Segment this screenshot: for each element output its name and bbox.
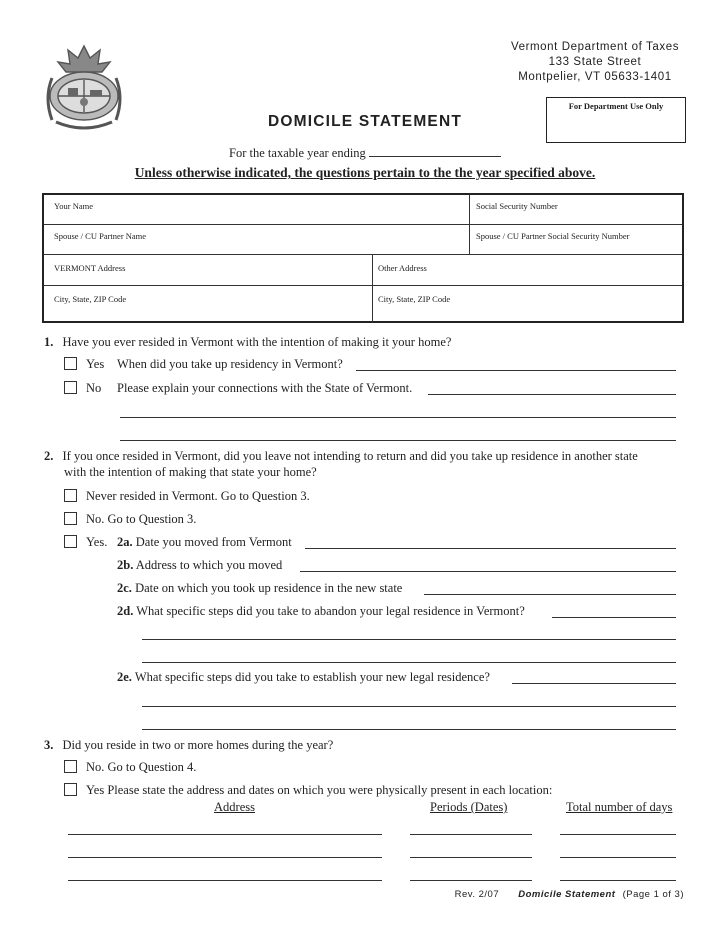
revision-date: Rev. 2/07 (454, 889, 500, 900)
q3-no-label: No. Go to Question 4. (86, 760, 197, 774)
other-city-state-zip-field[interactable]: City, State, ZIP Code (378, 294, 451, 304)
q2d-answer-line[interactable] (142, 650, 676, 663)
q2d-text: What specific steps did you take to abandon your legal residence in Vermont? (136, 604, 525, 618)
q2c-answer-line[interactable] (424, 582, 676, 595)
q3-yes-label: Yes Please state the address and dates on which you were physically present in each location: (86, 783, 553, 797)
q2b-item (117, 557, 282, 573)
q1-no-checkbox[interactable] (64, 381, 77, 394)
question-3 (44, 737, 333, 753)
department-use-label: For Department Use Only (568, 101, 664, 111)
q3-no-checkbox[interactable] (64, 760, 77, 773)
q2-no-label: No. Go to Question 3. (86, 512, 197, 526)
q1-no-label: No (86, 381, 102, 395)
q1-yes-text: When did you take up residency in Vermont? (117, 357, 343, 371)
ssn-field[interactable]: Social Security Number (476, 201, 558, 211)
question-text-line-1: If you once resided in Vermont, did you leave not intending to return and did you take up residence in another state (62, 449, 638, 463)
vermont-address-field[interactable]: VERMONT Address (54, 263, 126, 273)
home-days-line[interactable] (560, 845, 676, 858)
identity-grid (42, 193, 684, 323)
grid-rule (469, 195, 470, 254)
q1-no-answer-line[interactable] (428, 382, 676, 395)
other-address-field[interactable]: Other Address (378, 263, 427, 273)
q2e-answer-line[interactable] (512, 671, 676, 684)
footer-form-name: Domicile Statement (518, 889, 616, 900)
form-title: DOMICILE STATEMENT (267, 113, 463, 130)
q1-answer-line[interactable] (120, 405, 676, 418)
address-column-header: Address (214, 800, 255, 814)
question-1 (44, 334, 451, 350)
q2c-item (117, 580, 402, 596)
spouse-ssn-field[interactable]: Spouse / CU Partner Social Security Number (476, 231, 630, 241)
q2a-number: 2a. (117, 535, 133, 549)
q2a-item (117, 534, 292, 550)
page-footer (440, 889, 684, 900)
q2a-answer-line[interactable] (305, 536, 676, 549)
department-use-box (546, 97, 686, 143)
q2-yes-checkbox[interactable] (64, 535, 77, 548)
question-text: Have you ever resided in Vermont with the intention of making it your home? (62, 335, 452, 349)
grid-rule (44, 224, 682, 225)
q2-no-checkbox[interactable] (64, 512, 77, 525)
agency-city: Montpelier, VT 05633-1401 (518, 71, 672, 83)
q2b-answer-line[interactable] (300, 559, 676, 572)
question-text: Did you reside in two or more homes during the year? (62, 738, 334, 752)
tax-year-field[interactable] (369, 145, 501, 157)
q2e-number: 2e. (117, 670, 132, 684)
instruction-text: Unless otherwise indicated, the questions pertain to the the year specified above. (134, 165, 596, 180)
home-address-line[interactable] (68, 868, 382, 881)
q2d-number: 2d. (117, 604, 134, 618)
q1-yes-checkbox[interactable] (64, 357, 77, 370)
home-days-line[interactable] (560, 822, 676, 835)
city-state-zip-field[interactable]: City, State, ZIP Code (54, 294, 127, 304)
question-text-line-2: with the intention of making that state your home? (64, 465, 317, 479)
home-days-line[interactable] (560, 868, 676, 881)
q2a-text: Date you moved from Vermont (135, 535, 292, 549)
q2c-number: 2c. (117, 581, 132, 595)
your-name-field[interactable]: Your Name (54, 201, 94, 211)
q2e-item (117, 669, 490, 685)
q3-yes-checkbox[interactable] (64, 783, 77, 796)
home-period-line[interactable] (410, 822, 532, 835)
q2d-answer-line[interactable] (552, 605, 676, 618)
q2d-item (117, 603, 525, 619)
grid-rule (44, 285, 682, 286)
question-number: 2. (44, 449, 54, 463)
periods-column-header: Periods (Dates) (430, 800, 508, 814)
question-number: 1. (44, 335, 54, 349)
q2b-number: 2b. (117, 558, 134, 572)
question-number: 3. (44, 738, 54, 752)
spouse-name-field[interactable]: Spouse / CU Partner Name (54, 231, 147, 241)
home-address-line[interactable] (68, 845, 382, 858)
q2e-answer-line[interactable] (142, 717, 676, 730)
grid-rule (44, 254, 682, 255)
q2b-text: Address to which you moved (135, 558, 283, 572)
home-period-line[interactable] (410, 845, 532, 858)
agency-street: 133 State Street (548, 56, 642, 68)
tax-year-label: For the taxable year ending (229, 146, 366, 160)
days-column-header: Total number of days (566, 800, 673, 814)
home-address-line[interactable] (68, 822, 382, 835)
q2e-text: What specific steps did you take to establish your new legal residence? (134, 670, 490, 684)
q2-never-checkbox[interactable] (64, 489, 77, 502)
vermont-seal-icon (38, 38, 130, 136)
q1-yes-label: Yes (86, 357, 105, 371)
grid-rule (372, 254, 373, 323)
q2d-answer-line[interactable] (142, 627, 676, 640)
q2e-answer-line[interactable] (142, 694, 676, 707)
q2-yes-label: Yes. (86, 535, 108, 549)
question-2 (44, 448, 684, 480)
q1-yes-answer-line[interactable] (356, 358, 676, 371)
home-period-line[interactable] (410, 868, 532, 881)
q1-no-text: Please explain your connections with the State of Vermont. (117, 381, 413, 395)
agency-name: Vermont Department of Taxes (510, 41, 680, 53)
agency-address (480, 40, 710, 85)
q2-never-label: Never resided in Vermont. Go to Question 3. (86, 489, 310, 503)
page-number: (Page 1 of 3) (622, 889, 684, 900)
q1-answer-line[interactable] (120, 428, 676, 441)
tax-year-line (200, 145, 530, 161)
q2c-text: Date on which you took up residence in the new state (135, 581, 403, 595)
